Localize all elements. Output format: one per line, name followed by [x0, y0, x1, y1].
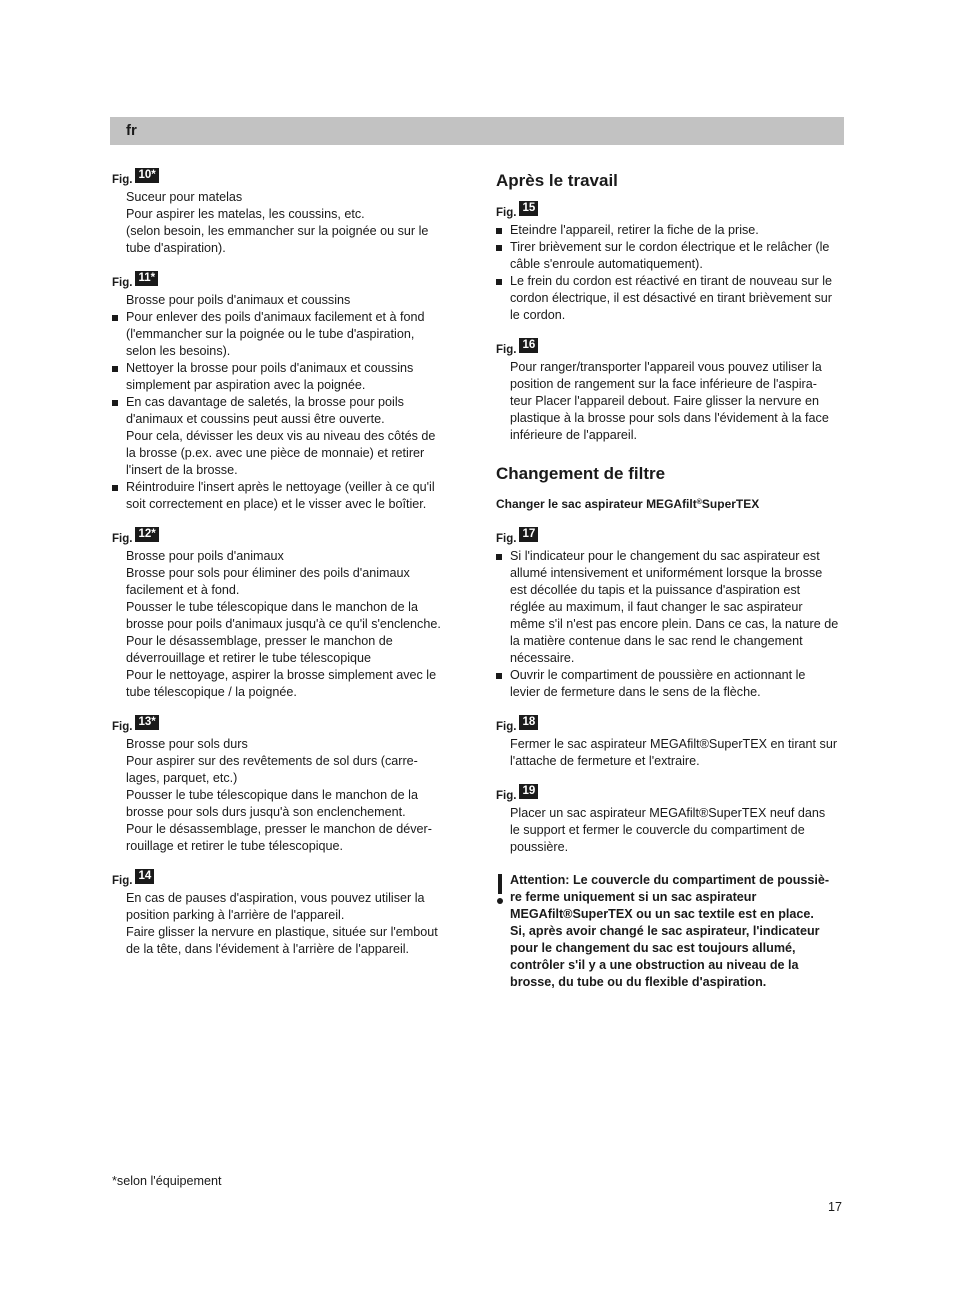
text-line: facilement et à fond. — [126, 583, 240, 597]
subhead-text-suffix: SuperTEX — [701, 497, 760, 511]
text-line: Brosse pour sols durs — [126, 737, 248, 751]
text-line: le cordon. — [510, 308, 566, 322]
filter-change-figures — [496, 529, 844, 872]
bullet-item — [510, 548, 844, 667]
figure-number-badge: 12* — [135, 527, 158, 542]
bullet-item — [126, 309, 460, 360]
text-line: simplement par aspiration avec la poignée. — [126, 378, 366, 392]
bullet-square-icon — [496, 245, 502, 251]
text-line: (l'emmancher sur la poignée ou le tube d'aspiration, — [126, 327, 415, 341]
text-line: En cas de pauses d'aspiration, vous pouvez utiliser la — [126, 891, 425, 905]
bullet-item — [510, 239, 844, 273]
text-line: Pour le nettoyage, aspirer la brosse simplement avec le — [126, 668, 437, 682]
figure-block — [496, 529, 844, 701]
attention-warning — [510, 872, 844, 991]
page-number: 17 — [828, 1200, 843, 1214]
section-title-filter-change: Changement de filtre — [496, 464, 666, 483]
text-line: le support et fermer le couvercle du compartiment de — [510, 823, 805, 837]
figure-block — [112, 273, 460, 513]
text-line: allumé intensivement et uniformément lorsque la brosse — [510, 566, 823, 580]
bullet-square-icon — [112, 366, 118, 372]
text-line: rouillage et retirer le tube télescopique. — [126, 839, 344, 853]
text-line: brosse pour poils d'animaux jusqu'à ce qu'il s'enclenche. — [126, 617, 441, 631]
figure-block — [112, 170, 460, 257]
text-line: Pousser le tube télescopique dans le manchon de la — [126, 788, 418, 802]
text-line: Ouvrir le compartiment de poussière en actionnant le — [510, 668, 806, 682]
figure-reference — [496, 203, 844, 222]
text-line: Faire glisser la nervure en plastique, située sur l'embout — [126, 925, 438, 939]
text-line: Pour aspirer les matelas, les coussins, etc. — [126, 207, 365, 221]
text-line: Pour ranger/transporter l'appareil vous pouvez utiliser la — [510, 360, 822, 374]
language-header-bar — [110, 117, 844, 145]
figure-block — [112, 717, 460, 855]
text-line: Pour enlever des poils d'animaux facilement et à fond — [126, 310, 425, 324]
attention-line: Attention: Le couvercle du compartiment de poussiè- — [510, 873, 830, 887]
figure-reference — [496, 340, 844, 359]
figure-number-badge: 11* — [135, 271, 158, 286]
figure-block — [112, 871, 460, 958]
figure-reference — [496, 717, 844, 736]
text-line: Nettoyer la brosse pour poils d'animaux et coussins — [126, 361, 414, 375]
text-line: Brosse pour poils d'animaux et coussins — [126, 293, 351, 307]
bullet-item — [510, 273, 844, 324]
text-line: Le frein du cordon est réactivé en tirant de nouveau sur le — [510, 274, 833, 288]
text-line: Pour aspirer sur des revêtements de sol durs (carre- — [126, 754, 418, 768]
figure-number-badge: 18 — [519, 715, 538, 730]
figure-label: Fig. — [112, 277, 133, 289]
attention-line: pour le changement du sac est toujours allumé, — [510, 941, 796, 955]
paragraph — [126, 736, 460, 855]
figure-number-badge: 14 — [135, 869, 154, 884]
text-line: (selon besoin, les emmancher sur la poignée ou sur le — [126, 224, 429, 238]
after-work-figures — [496, 203, 844, 460]
figure-reference — [496, 786, 844, 805]
figure-block — [496, 340, 844, 444]
text-line: Si l'indicateur pour le changement du sac aspirateur est — [510, 549, 820, 563]
figure-reference — [496, 529, 844, 548]
text-line: est décollée du tapis et la puissance d'aspiration est — [510, 583, 801, 597]
text-line: teur Placer l'appareil debout. Faire glisser la nervure en — [510, 394, 820, 408]
paragraph — [126, 189, 460, 257]
text-line: soit correctement en place) et le visser avec le boîtier. — [126, 497, 427, 511]
figure-block — [496, 203, 844, 324]
figure-reference — [112, 717, 460, 736]
text-line: même s'il n'est pas encore plein. Dans ce cas, la nature de — [510, 617, 839, 631]
text-line: nécessaire. — [510, 651, 575, 665]
text-line: de la tête, dans l'évidement à l'arrière de l'appareil. — [126, 942, 410, 956]
bullet-item — [126, 394, 460, 479]
text-line: Pour cela, dévisser les deux vis au niveau des côtés de — [126, 429, 436, 443]
text-line: tube télescopique / la poignée. — [126, 685, 297, 699]
figure-label: Fig. — [112, 174, 133, 186]
figure-reference — [112, 273, 460, 292]
text-line: tube d'aspiration). — [126, 241, 226, 255]
bullet-item — [126, 479, 460, 513]
attention-line: re ferme uniquement si un sac aspirateur — [510, 890, 757, 904]
text-line: l'insert de la brosse. — [126, 463, 238, 477]
figure-number-badge: 19 — [519, 784, 538, 799]
text-line: la matière contenue dans le sac rend le changement — [510, 634, 803, 648]
figure-number-badge: 16 — [519, 338, 538, 353]
text-line: position de rangement sur la face inférieure de l'aspira- — [510, 377, 817, 391]
figure-reference — [112, 170, 460, 189]
footnote: *selon l'équipement — [112, 1174, 222, 1188]
bullet-item — [510, 222, 844, 239]
attention-line: contrôler s'il y a une obstruction au niveau de la — [510, 958, 799, 972]
text-line: brosse pour sols durs jusqu'à son enclenchement. — [126, 805, 406, 819]
text-line: déverrouillage et retirer le tube télescopique — [126, 651, 372, 665]
registered-mark: ® — [696, 499, 702, 506]
bullet-square-icon — [496, 228, 502, 234]
right-column — [496, 170, 844, 991]
figure-number-badge: 10* — [135, 168, 158, 183]
section-title-after-work: Après le travail — [496, 171, 618, 190]
bullet-square-icon — [112, 400, 118, 406]
text-line: d'animaux et coussins peut aussi être ouverte. — [126, 412, 385, 426]
text-line: Suceur pour matelas — [126, 190, 243, 204]
text-line: l'attache de fermeture et l'extraire. — [510, 754, 700, 768]
text-line: Pour le désassemblage, presser le manchon de déver- — [126, 822, 432, 836]
text-line: selon les besoins). — [126, 344, 231, 358]
bullet-square-icon — [496, 554, 502, 560]
text-line: inférieure de l'appareil. — [510, 428, 638, 442]
paragraph — [510, 805, 844, 856]
figure-label: Fig. — [496, 344, 517, 356]
attention-line: Si, après avoir changé le sac aspirateur, l'indicateur — [510, 924, 820, 938]
text-line: Pour le désassemblage, presser le manchon de — [126, 634, 393, 648]
text-line: poussière. — [510, 840, 569, 854]
figure-block — [496, 717, 844, 770]
exclamation-icon — [496, 874, 504, 906]
text-line: Placer un sac aspirateur MEGAfilt®SuperTEX neuf dans — [510, 806, 826, 820]
text-line: Pousser le tube télescopique dans le manchon de la — [126, 600, 418, 614]
figure-label: Fig. — [112, 533, 133, 545]
text-line: câble s'enroule automatiquement). — [510, 257, 703, 271]
bullet-square-icon — [496, 279, 502, 285]
subsection-title-change-bag — [496, 496, 844, 513]
bullet-item — [510, 667, 844, 701]
figure-label: Fig. — [112, 875, 133, 887]
text-line: position parking à l'arrière de l'appareil. — [126, 908, 345, 922]
attention-text — [510, 872, 844, 991]
paragraph — [126, 548, 460, 701]
text-line: levier de fermeture dans le sens de la flèche. — [510, 685, 761, 699]
figure-number-badge: 17 — [519, 527, 538, 542]
figure-number-badge: 13* — [135, 715, 158, 730]
figure-label: Fig. — [496, 533, 517, 545]
bullet-square-icon — [496, 673, 502, 679]
left-column — [112, 170, 460, 974]
text-line: Réintroduire l'insert après le nettoyage (veiller à ce qu'il — [126, 480, 435, 494]
text-line: Tirer brièvement sur le cordon électrique et le relâcher (le — [510, 240, 830, 254]
attention-line: MEGAfilt®SuperTEX ou un sac textile est en place. — [510, 907, 814, 921]
figure-number-badge: 15 — [519, 201, 538, 216]
bullet-square-icon — [112, 485, 118, 491]
text-line: Eteindre l'appareil, retirer la fiche de la prise. — [510, 223, 759, 237]
text-line: lages, parquet, etc.) — [126, 771, 238, 785]
subhead-text: Changer le sac aspirateur MEGAfilt — [496, 497, 697, 511]
paragraph — [510, 359, 844, 444]
language-code: fr — [126, 122, 137, 139]
figure-block — [112, 529, 460, 701]
figure-label: Fig. — [496, 207, 517, 219]
figure-label: Fig. — [112, 721, 133, 733]
text-line: Brosse pour sols pour éliminer des poils d'animaux — [126, 566, 410, 580]
text-line: cordon électrique, il est désactivé en tirant brièvement sur — [510, 291, 833, 305]
attention-line: brosse, du tube ou du flexible d'aspiration. — [510, 975, 767, 989]
text-line: En cas davantage de saletés, la brosse pour poils — [126, 395, 404, 409]
text-line: la brosse (p.ex. avec une pièce de monnaie) et retirer — [126, 446, 425, 460]
text-line: Brosse pour poils d'animaux — [126, 549, 284, 563]
paragraph — [126, 890, 460, 958]
bullet-item — [126, 360, 460, 394]
paragraph — [510, 736, 844, 770]
figure-block — [496, 786, 844, 856]
figure-reference — [112, 871, 460, 890]
figure-label: Fig. — [496, 721, 517, 733]
text-line: réglée au maximum, il faut changer le sac aspirateur — [510, 600, 803, 614]
bullet-square-icon — [112, 315, 118, 321]
text-line: plastique à la brosse pour sols dans l'évidement à la face — [510, 411, 829, 425]
figure-label: Fig. — [496, 790, 517, 802]
paragraph — [126, 292, 460, 309]
figure-reference — [112, 529, 460, 548]
text-line: Fermer le sac aspirateur MEGAfilt®SuperTEX en tirant sur — [510, 737, 838, 751]
